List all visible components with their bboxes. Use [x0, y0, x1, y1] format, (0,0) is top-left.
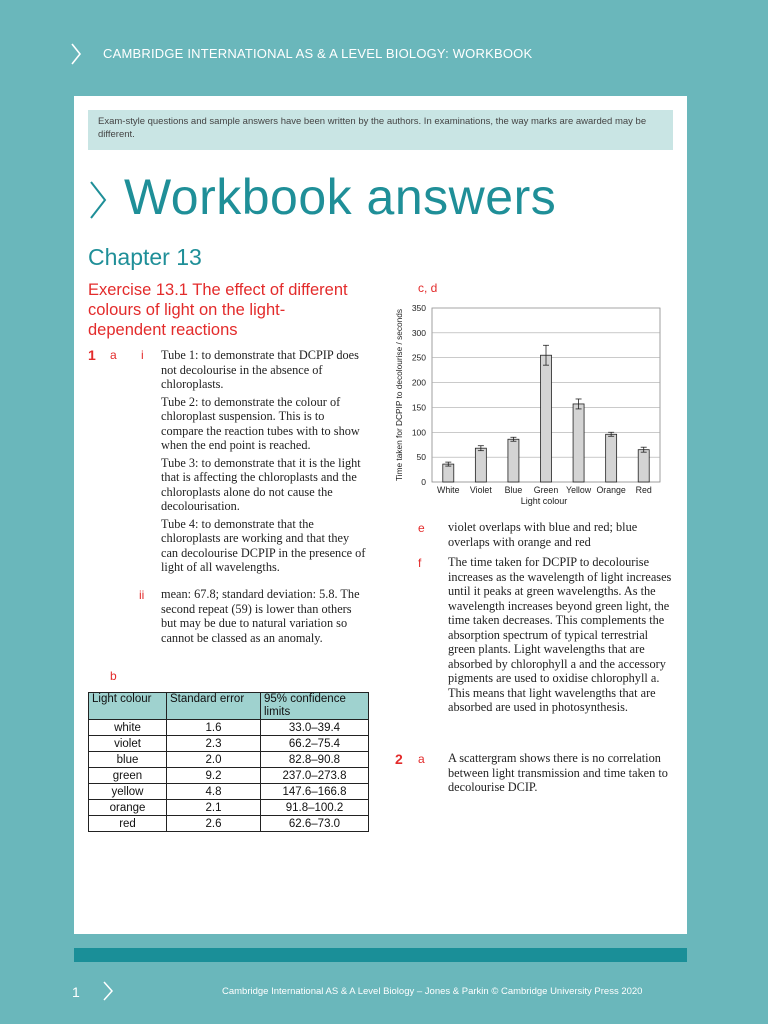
table-header: 95% confidence limits [261, 693, 369, 720]
x-tick-label: Green [533, 485, 559, 495]
y-tick-label: 350 [411, 303, 426, 313]
table-cell: blue [89, 752, 167, 768]
table-cell: 66.2–75.4 [261, 736, 369, 752]
table-cell: 4.8 [167, 784, 261, 800]
answer-1a-i [161, 348, 366, 578]
y-tick-label: 200 [411, 377, 426, 388]
table-cell: 2.6 [167, 816, 261, 832]
table-row [89, 816, 369, 832]
x-axis-label: Light colour [520, 496, 568, 506]
table-cell: violet [89, 736, 167, 752]
y-tick-label: 250 [411, 352, 426, 363]
table-cell: 2.3 [167, 736, 261, 752]
y-axis-label: Time taken for DCPIP to decolourise / seconds [394, 308, 404, 482]
y-tick-label: 50 [416, 452, 426, 463]
page-number: 1 [72, 984, 80, 1000]
table-row [89, 800, 369, 816]
bar [638, 450, 649, 482]
y-axis-ticks [412, 303, 426, 487]
chevron-right-icon [70, 42, 82, 66]
part-label: c, d [418, 281, 438, 295]
table-cell: green [89, 768, 167, 784]
footer-bar [74, 948, 687, 962]
table-cell: 2.1 [167, 800, 261, 816]
exercise-heading: Exercise 13.1 The effect of different colours of light on the light-dependent reactions [88, 281, 348, 339]
answer-tube3: Tube 3: to demonstrate that it is the light that is affecting the chloroplasts and the chloroplasts alone do not cause the decolourisation. [161, 455, 361, 513]
x-tick-label: Orange [596, 485, 626, 495]
x-tick-label: Violet [469, 485, 492, 495]
part-label: a [418, 752, 425, 766]
data-table [88, 692, 369, 832]
table-cell: 62.6–73.0 [261, 816, 369, 832]
chevron-right-icon [102, 980, 114, 1002]
table-header-row [89, 693, 369, 720]
x-tick-label: White [437, 485, 460, 495]
table-row [89, 784, 369, 800]
bar [606, 434, 617, 482]
answer-1e: violet overlaps with blue and red; blue overlaps with orange and red [448, 520, 638, 549]
table-row [89, 752, 369, 768]
table-cell: 147.6–166.8 [261, 784, 369, 800]
answer-tube1: Tube 1: to demonstrate that DCPIP does not decolourise in the absence of chloroplasts. [161, 348, 359, 391]
table-header: Standard error [167, 693, 261, 720]
question-number: 2 [395, 751, 403, 767]
table-cell: 237.0–273.8 [261, 768, 369, 784]
notice-box: Exam-style questions and sample answers have been written by the authors. In examinations, the way marks are awarded may be different. [88, 110, 673, 150]
part-label: a [110, 348, 117, 362]
y-tick-label: 100 [411, 427, 426, 438]
bar [508, 439, 519, 482]
table-cell: 1.6 [167, 720, 261, 736]
page-title: Workbook answers [124, 169, 557, 225]
table-cell: 9.2 [167, 768, 261, 784]
header-title: CAMBRIDGE INTERNATIONAL AS & A LEVEL BIOLOGY: WORKBOOK [103, 46, 533, 61]
bar [475, 448, 486, 482]
table-cell: 33.0–39.4 [261, 720, 369, 736]
answer-tube4: Tube 4: to demonstrate that the chloroplasts are working and that they can decolourise DCPIP in the presence of light of all wavelengths. [161, 516, 366, 574]
table-cell: yellow [89, 784, 167, 800]
part-label: e [418, 521, 425, 535]
x-axis-ticks [437, 485, 652, 495]
table-row [89, 736, 369, 752]
question-number: 1 [88, 347, 96, 363]
chevron-right-icon [88, 180, 108, 220]
x-tick-label: Blue [504, 485, 523, 495]
answer-1f: The time taken for DCPIP to decolourise increases as the wavelength of light increases until it peaks at green wavelengths. As the wavelength increases beyond green light, the time taken decreases. This complements the absorption spectrum of typical terrestrial green plants. Light wavelengths that are absorbed by chlorophyll a and the accessory pigments are used to oxidise chlorophyll a. This means that light wavelengths that are absorbed are used in photosynthesis. [448, 555, 672, 714]
table-cell: white [89, 720, 167, 736]
footer-text: Cambridge International AS & A Level Biology – Jones & Parkin © Cambridge University Press 2020 [222, 986, 643, 997]
part-label: f [418, 556, 422, 570]
x-tick-label: Yellow [566, 485, 592, 495]
bar [541, 355, 552, 482]
table-cell: 82.8–90.8 [261, 752, 369, 768]
answer-2a: A scattergram shows there is no correlation between light transmission and time taken to decolourise DCIP. [448, 751, 668, 794]
answer-tube2: Tube 2: to demonstrate the colour of chloroplast suspension. This is to compare the reaction tubes with to show when the end point is reached. [161, 394, 360, 452]
table-cell: orange [89, 800, 167, 816]
x-tick-label: Red [635, 485, 652, 495]
subpart-label: ii [139, 588, 145, 602]
y-tick-label: 150 [411, 402, 426, 413]
table-cell: 91.8–100.2 [261, 800, 369, 816]
table-row [89, 720, 369, 736]
part-label: b [110, 669, 117, 683]
y-tick-label: 300 [411, 327, 426, 338]
bar-chart [392, 298, 672, 510]
table-row [89, 768, 369, 784]
table-cell: red [89, 816, 167, 832]
table-cell: 2.0 [167, 752, 261, 768]
bar [443, 464, 454, 482]
y-tick-label: 0 [421, 477, 426, 487]
chapter-heading: Chapter 13 [88, 244, 202, 270]
subpart-label: i [141, 348, 144, 362]
answer-1a-ii: mean: 67.8; standard deviation: 5.8. The second repeat (59) is lower than others but may be due to natural variation so cannot be classed as an anomaly. [161, 587, 360, 645]
bar [573, 404, 584, 482]
table-header: Light colour [89, 693, 167, 720]
